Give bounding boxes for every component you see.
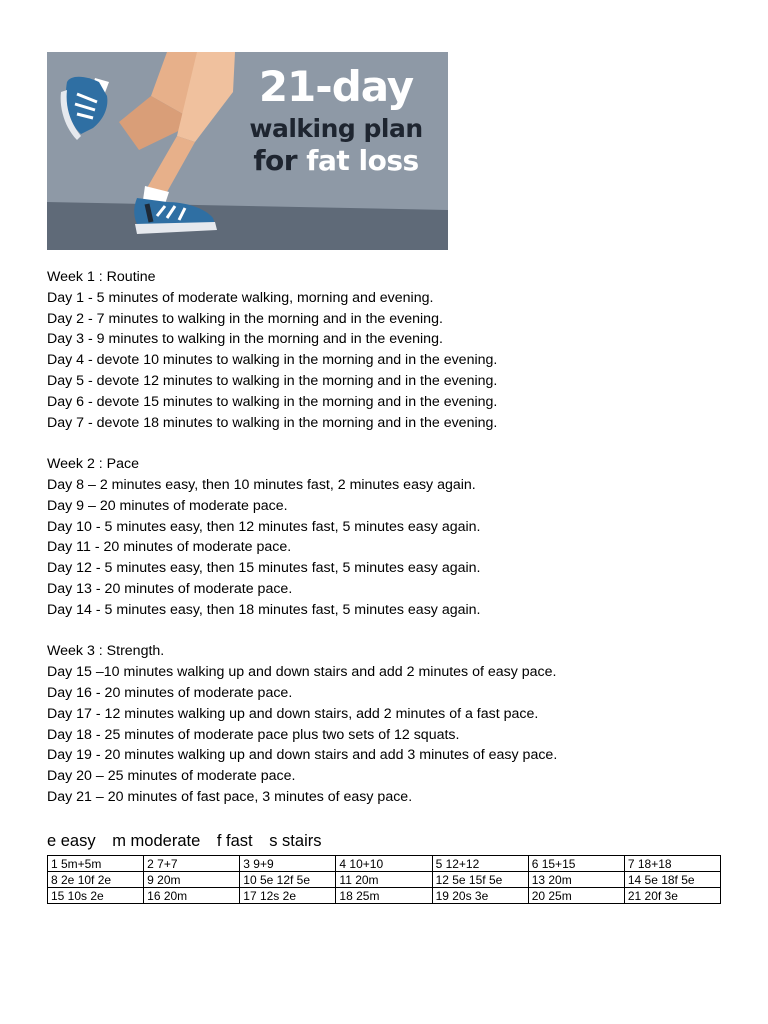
table-cell: 13 20m [528, 872, 624, 888]
week-1-day-5: Day 5 - devote 12 minutes to walking in the morning and in the evening. [47, 372, 498, 389]
week-1-day-6: Day 6 - devote 15 minutes to walking in the morning and in the evening. [47, 393, 498, 410]
table-row [48, 888, 721, 904]
week-2-day-14: Day 14 - 5 minutes easy, then 18 minutes fast, 5 minutes easy again. [47, 601, 481, 618]
table-cell: 6 15+15 [528, 856, 624, 872]
week-1-day-4: Day 4 - devote 10 minutes to walking in the morning and in the evening. [47, 352, 498, 369]
week-1-section [47, 267, 747, 433]
section-gap [47, 621, 747, 642]
table-cell: 10 5e 12f 5e [240, 872, 336, 888]
week-2-day-11: Day 11 - 20 minutes of moderate pace. [47, 539, 292, 556]
week-2-day-12: Day 12 - 5 minutes easy, then 15 minutes fast, 5 minutes easy again. [47, 560, 481, 577]
banner-line-3-highlight: fat loss [306, 144, 419, 177]
week-2-day-13: Day 13 - 20 minutes of moderate pace. [47, 580, 293, 597]
week-1-day-7: Day 7 - devote 18 minutes to walking in the morning and in the evening. [47, 414, 498, 431]
week-3-day-21: Day 21 – 20 minutes of fast pace, 3 minutes of easy pace. [47, 788, 413, 805]
banner-title [236, 62, 436, 177]
walking-plan [47, 267, 747, 808]
week-2-day-8: Day 8 – 2 minutes easy, then 10 minutes fast, 2 minutes easy again. [47, 476, 476, 493]
table-row [48, 872, 721, 888]
table-cell: 15 10s 2e [48, 888, 144, 904]
banner-line-2: walking plan [249, 114, 423, 143]
summary-table [47, 855, 721, 904]
week-1-day-2: Day 2 - 7 minutes to walking in the morning and in the evening. [47, 310, 443, 327]
table-cell: 2 7+7 [144, 856, 240, 872]
banner-line-1: 21-day [258, 62, 414, 111]
week-3-day-19: Day 19 - 20 minutes walking up and down stairs and add 3 minutes of easy pace. [47, 747, 558, 764]
week-2-heading: Week 2 : Pace [47, 456, 140, 473]
section-gap [47, 433, 747, 454]
legend [47, 832, 333, 851]
table-cell: 1 5m+5m [48, 856, 144, 872]
legend-moderate: m moderate [112, 832, 201, 850]
week-3-section [47, 641, 747, 807]
table-cell: 21 20f 3e [624, 888, 720, 904]
week-3-day-20: Day 20 – 25 minutes of moderate pace. [47, 768, 296, 785]
week-3-day-15: Day 15 –10 minutes walking up and down stairs and add 2 minutes of easy pace. [47, 664, 557, 681]
table-cell: 19 20s 3e [432, 888, 528, 904]
table-cell: 18 25m [336, 888, 432, 904]
week-3-heading: Week 3 : Strength. [47, 643, 165, 660]
banner-line-3-prefix: for [253, 144, 307, 177]
week-3-day-17: Day 17 - 12 minutes walking up and down stairs, add 2 minutes of a fast pace. [47, 705, 539, 722]
week-1-day-3: Day 3 - 9 minutes to walking in the morning and in the evening. [47, 331, 443, 348]
table-cell: 16 20m [144, 888, 240, 904]
table-cell: 11 20m [336, 872, 432, 888]
table-cell: 8 2e 10f 2e [48, 872, 144, 888]
table-cell: 3 9+9 [240, 856, 336, 872]
table-cell: 9 20m [144, 872, 240, 888]
table-cell: 14 5e 18f 5e [624, 872, 720, 888]
table-cell: 5 12+12 [432, 856, 528, 872]
week-3-day-16: Day 16 - 20 minutes of moderate pace. [47, 684, 293, 701]
week-3-day-18: Day 18 - 25 minutes of moderate pace plus two sets of 12 squats. [47, 726, 460, 743]
week-2-day-10: Day 10 - 5 minutes easy, then 12 minutes fast, 5 minutes easy again. [47, 518, 481, 535]
table-cell: 17 12s 2e [240, 888, 336, 904]
legend-fast: f fast [216, 832, 253, 850]
week-1-day-1: Day 1 - 5 minutes of moderate walking, morning and evening. [47, 289, 434, 306]
week-2-section [47, 454, 747, 620]
banner-line-3 [236, 144, 436, 177]
table-cell: 7 18+18 [624, 856, 720, 872]
table-cell: 12 5e 15f 5e [432, 872, 528, 888]
table-cell: 20 25m [528, 888, 624, 904]
banner-image [47, 52, 448, 250]
week-2-day-9: Day 9 – 20 minutes of moderate pace. [47, 497, 288, 514]
legend-stairs: s stairs [269, 832, 322, 850]
week-1-heading: Week 1 : Routine [47, 269, 156, 285]
table-row [48, 856, 721, 872]
table-cell: 4 10+10 [336, 856, 432, 872]
legend-easy: e easy [47, 832, 96, 850]
